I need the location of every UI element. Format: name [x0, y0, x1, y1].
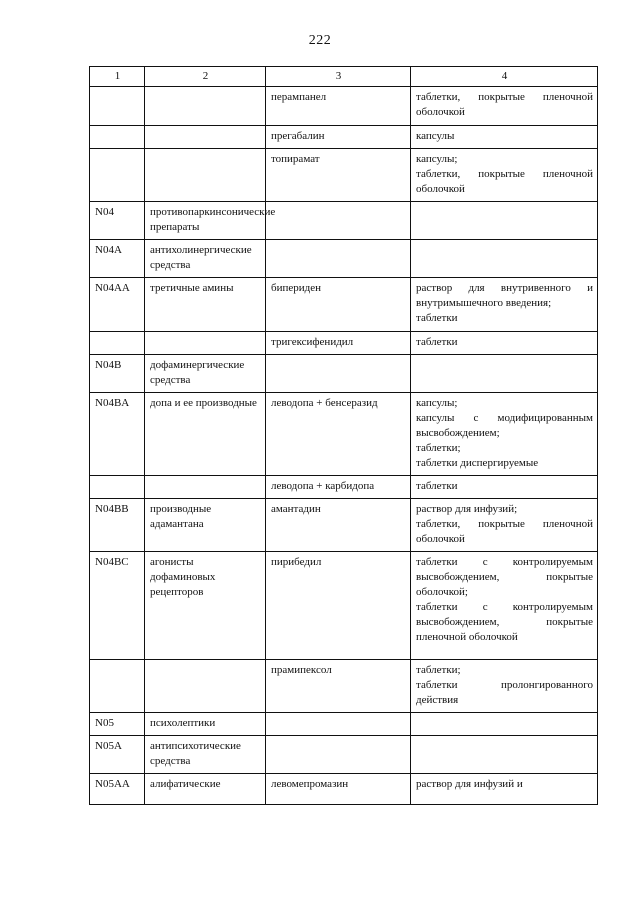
dosage-forms-cell: капсулы; капсулы с модифицированным высвобождением; таблетки; таблетки диспергируемые: [411, 393, 598, 476]
substance-cell: прегабалин: [266, 126, 411, 149]
group-name-cell: [145, 660, 266, 713]
table-row: [90, 774, 598, 805]
table-row: [90, 240, 598, 278]
dosage-forms-cell: [411, 736, 598, 774]
page-number: 222: [308, 33, 332, 48]
substance-cell: прамипексол: [266, 660, 411, 713]
dosage-forms-cell: капсулы; таблетки, покрытые пленочной оболочкой: [411, 149, 598, 202]
dosage-forms-cell: раствор для внутривенного и внутримышечного введения; таблетки: [411, 278, 598, 332]
atc-code-cell: N04A: [90, 240, 145, 278]
drug-table: [89, 66, 598, 805]
atc-code-cell: N04BC: [90, 552, 145, 660]
substance-cell: леводопа + карбидопа: [266, 476, 411, 499]
group-name-cell: допа и ее производные: [145, 393, 266, 476]
dosage-forms-cell: таблетки; таблетки пролонгированного действия: [411, 660, 598, 713]
substance-cell: амантадин: [266, 499, 411, 552]
substance-cell: тригексифенидил: [266, 332, 411, 355]
atc-code-cell: N05A: [90, 736, 145, 774]
dosage-forms-cell: [411, 202, 598, 240]
dosage-forms-cell: [411, 713, 598, 736]
column-header: 4: [411, 67, 598, 87]
table-row: [90, 126, 598, 149]
group-name-cell: антихолинергические средства: [145, 240, 266, 278]
dosage-forms-cell: таблетки: [411, 332, 598, 355]
atc-code-cell: N05: [90, 713, 145, 736]
group-name-cell: дофаминергические средства: [145, 355, 266, 393]
table-header-row: [90, 67, 598, 87]
atc-code-cell: [90, 476, 145, 499]
table-row: [90, 355, 598, 393]
table-row: [90, 476, 598, 499]
atc-code-cell: N04BB: [90, 499, 145, 552]
atc-code-cell: [90, 332, 145, 355]
table-row: [90, 713, 598, 736]
substance-cell: леводопа + бенсеразид: [266, 393, 411, 476]
table-row: [90, 552, 598, 660]
substance-cell: [266, 202, 411, 240]
dosage-forms-cell: таблетки, покрытые пленочной оболочкой: [411, 87, 598, 126]
column-header: 2: [145, 67, 266, 87]
table-row: [90, 202, 598, 240]
substance-cell: [266, 240, 411, 278]
group-name-cell: психолептики: [145, 713, 266, 736]
table-row: [90, 87, 598, 126]
dosage-forms-cell: раствор для инфузий и: [411, 774, 598, 805]
column-header: 1: [90, 67, 145, 87]
atc-code-cell: N05AA: [90, 774, 145, 805]
substance-cell: левомепромазин: [266, 774, 411, 805]
table-row: [90, 278, 598, 332]
table-row: [90, 332, 598, 355]
dosage-forms-cell: таблетки с контролируемым высвобождением, покрытые оболочкой; таблетки с контролируемым высвобождением, покрытые пленочной оболочкой: [411, 552, 598, 660]
table-row: [90, 499, 598, 552]
dosage-forms-cell: [411, 240, 598, 278]
substance-cell: [266, 713, 411, 736]
table-row: [90, 736, 598, 774]
substance-cell: пирибедил: [266, 552, 411, 660]
atc-code-cell: N04: [90, 202, 145, 240]
atc-code-cell: N04AA: [90, 278, 145, 332]
group-name-cell: антипсихотические средства: [145, 736, 266, 774]
group-name-cell: [145, 476, 266, 499]
group-name-cell: производные адамантана: [145, 499, 266, 552]
group-name-cell: [145, 87, 266, 126]
group-name-cell: алифатические: [145, 774, 266, 805]
table-row: [90, 660, 598, 713]
atc-code-cell: N04B: [90, 355, 145, 393]
dosage-forms-cell: капсулы: [411, 126, 598, 149]
dosage-forms-cell: раствор для инфузий; таблетки, покрытые пленочной оболочкой: [411, 499, 598, 552]
group-name-cell: противопаркинсонические препараты: [145, 202, 266, 240]
dosage-forms-cell: таблетки: [411, 476, 598, 499]
column-header: 3: [266, 67, 411, 87]
atc-code-cell: [90, 149, 145, 202]
substance-cell: [266, 355, 411, 393]
dosage-forms-cell: [411, 355, 598, 393]
substance-cell: перампанел: [266, 87, 411, 126]
atc-code-cell: N04BA: [90, 393, 145, 476]
atc-code-cell: [90, 87, 145, 126]
group-name-cell: третичные амины: [145, 278, 266, 332]
group-name-cell: [145, 332, 266, 355]
substance-cell: [266, 736, 411, 774]
table-row: [90, 149, 598, 202]
group-name-cell: [145, 149, 266, 202]
substance-cell: бипериден: [266, 278, 411, 332]
table-row: [90, 393, 598, 476]
atc-code-cell: [90, 660, 145, 713]
group-name-cell: агонисты дофаминовых рецепторов: [145, 552, 266, 660]
atc-code-cell: [90, 126, 145, 149]
group-name-cell: [145, 126, 266, 149]
substance-cell: топирамат: [266, 149, 411, 202]
table-body: [90, 67, 598, 805]
